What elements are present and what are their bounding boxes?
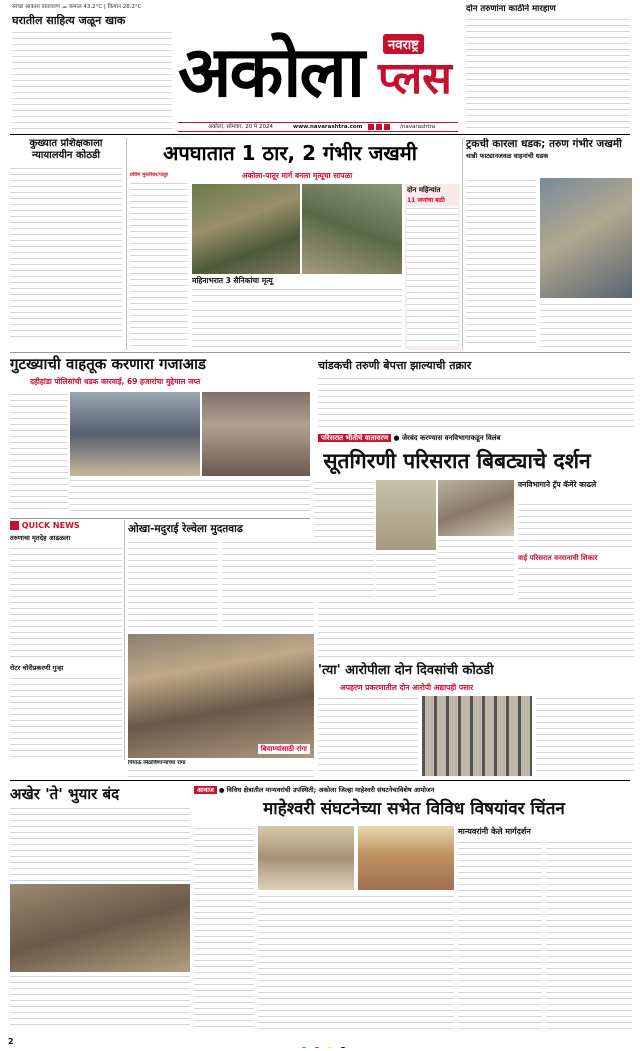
yellow-mark-icon [326, 1047, 334, 1048]
gutkha-subhead: दहीहांडा पोलिसांची धडक कारवाई, 69 हजारांचा मुद्देमाल जप्त [30, 377, 201, 386]
leopard-kicker2: जेरबंद करण्यास वनविभागाकडून विलंब [401, 434, 501, 442]
accused-headline: 'त्या' आरोपीला दोन दिवसांची कोठडी [318, 663, 494, 678]
masthead-logo [178, 28, 458, 120]
missing-text [318, 376, 634, 428]
maheshwari-kicker: विविध क्षेत्रातील मान्यवरांची उपस्थिती; अकोला जिल्हा माहेश्वरी संघटनेचाविशेष आयोजन [226, 786, 435, 794]
main-story-bottom-text [192, 308, 402, 350]
bottom-left-headline: अखेर 'ते' भुयार बंद [10, 785, 120, 803]
bottom-left-text2 [10, 974, 190, 1030]
quick-item2-title: रोटर चोरीप्रकरणी गुन्हा [10, 664, 64, 672]
right-story-title: दोन तरुणांना काठीने मारहाण [466, 4, 556, 14]
weather-label: स्वच्छ आकाश वातावरण [12, 4, 60, 10]
trainer-story-title: कुख्यात प्रशिक्षकाला न्यायालयीन कोठडी [29, 138, 103, 161]
temp-min: किमान 28.2°C [107, 4, 142, 10]
color-registration-marks [300, 1040, 360, 1048]
quick-news-column [10, 520, 122, 760]
maheshwari-kicker-bar [194, 784, 634, 796]
masthead-left-story [12, 14, 172, 130]
maheshwari-text-a [194, 826, 254, 1032]
queue-photo [128, 634, 314, 758]
instagram-icon[interactable] [384, 124, 390, 130]
leopard-side-title2: वाई परिसरात वनरानाची शिकार [518, 554, 598, 562]
main-headline: अपघातात 1 ठार, 2 गंभीर जखमी [163, 141, 417, 165]
rail-headline: ओखा-मदुराई रेल्वेला मुदतवाढ [128, 523, 243, 535]
quick-item1-title: तरुणाचा मृतदेह आढळला [10, 534, 71, 542]
youtube-icon[interactable] [376, 124, 382, 130]
gutkha-text-right [70, 478, 310, 514]
weather-strip: स्वच्छ आकाश वातावरण ☁ कमाल 43.2°C | किमान 28.2°C [12, 4, 142, 10]
accused-text [318, 696, 634, 776]
logo-main-text: अकोला [178, 31, 363, 113]
meeting-photo-audience [358, 826, 454, 890]
leopard-photo-field [438, 480, 514, 536]
queue-caption-title: पियाऊ मिळविणाऱ्यांच्या रांगा [128, 760, 186, 766]
quick-news-text: QUICK NEWS [21, 521, 80, 530]
leopard-kicker-bar [318, 432, 634, 444]
social-handle: /navarashtra [400, 124, 436, 130]
main-byline: प्रविण मुरलीधर/पातूर [130, 172, 168, 178]
leopard-headline: सूतगिरणी परिसरात बिबट्याचे दर्शन [323, 449, 591, 473]
tunnel-photo [10, 884, 190, 972]
queue-photo-tag: बियाण्यांसाठी रांगा [258, 744, 310, 754]
gutkha-headline: गुटख्याची वाहतूक करणारा गजाआड [10, 355, 206, 373]
queue-caption [128, 760, 314, 778]
truck-story [466, 138, 632, 350]
photo-caption-title: महिनाभरात 3 सैनिकांचा मृत्यू [192, 276, 273, 285]
quick-news-icon [10, 521, 19, 530]
maheshwari-tag: आवाज [194, 786, 217, 794]
main-photo-crowd [192, 184, 300, 274]
quick-news-label [10, 520, 122, 531]
sidebar-count: 11 जणांचा बळी [407, 197, 445, 204]
temp-max: कमाल 43.2°C [68, 4, 103, 10]
kicker-bullet-icon: ● [218, 786, 225, 794]
black-mark-icon [339, 1047, 347, 1048]
maheshwari-side-title: मान्यवरांनी केले मार्गदर्शन [458, 827, 531, 836]
dateline: अकोला, सोमवार, 20 मे 2024 [208, 124, 273, 130]
social-icons [368, 124, 390, 132]
jail-bars-photo [422, 696, 532, 776]
leopard-side-title: वनविभागाने ट्रॅप कॅमेरे काढले [518, 480, 597, 489]
logo-sub-bottom: प्लस [378, 53, 452, 104]
main-subhead: अकोला-पातूर मार्ग बनला मृत्यूचा सापळा [241, 171, 353, 180]
maheshwari-headline: माहेश्वरी संघटनेच्या सभेत विविध विषयांवर चिंतन [263, 799, 565, 819]
truck-photo [540, 178, 632, 298]
main-photo-caption [192, 276, 402, 306]
left-story-title: घरातील साहित्य जळून खाक [12, 14, 126, 27]
logo-sub-top: नवराष्ट्र [383, 34, 424, 54]
facebook-icon[interactable] [368, 124, 374, 130]
bullet-icon: ● [393, 434, 400, 442]
leopard-photo-road [376, 480, 436, 550]
maheshwari-text-b [258, 894, 454, 1032]
cyan-mark-icon [300, 1047, 308, 1048]
gutkha-text-left [10, 392, 68, 514]
truck-title: ट्रकची कारला धडक; तरुण गंभीर जखमी [466, 138, 622, 150]
rail-text [128, 540, 314, 630]
website-link[interactable]: www.navarashtra.com [293, 124, 363, 130]
leopard-lower-text [318, 600, 634, 658]
main-sidebar-box [405, 184, 460, 350]
left-story-trainer [10, 138, 122, 338]
magenta-mark-icon [313, 1047, 321, 1048]
leopard-side-box [518, 480, 632, 610]
sidebar-title: दोन महिन्यांत [407, 186, 441, 194]
maheshwari-side-box [458, 826, 632, 1032]
police-group-photo [70, 392, 200, 476]
page-number: 2 [8, 1037, 14, 1046]
missing-headline: चांडकची तरुणी बेपत्ता झाल्याची तक्रार [318, 359, 472, 372]
leopard-kicker: परिसरात भीतीचे वातावरण [318, 434, 391, 442]
bottom-left-text [10, 806, 190, 882]
truck-sub: चान्नी फाट्यानजवळ वाहनांची धडक [466, 152, 549, 160]
main-photo-wreck [302, 184, 402, 274]
dateline-bar [178, 122, 458, 132]
leopard-text [314, 480, 514, 598]
weather-icon: ☁ [61, 4, 68, 10]
main-story-left-text [130, 172, 188, 350]
masthead-right-story [466, 4, 630, 130]
meeting-photo-stage [258, 826, 354, 890]
accused-subhead: अपहरण प्रकरणातील दोन आरोपी अद्यापही पसार [340, 683, 474, 692]
